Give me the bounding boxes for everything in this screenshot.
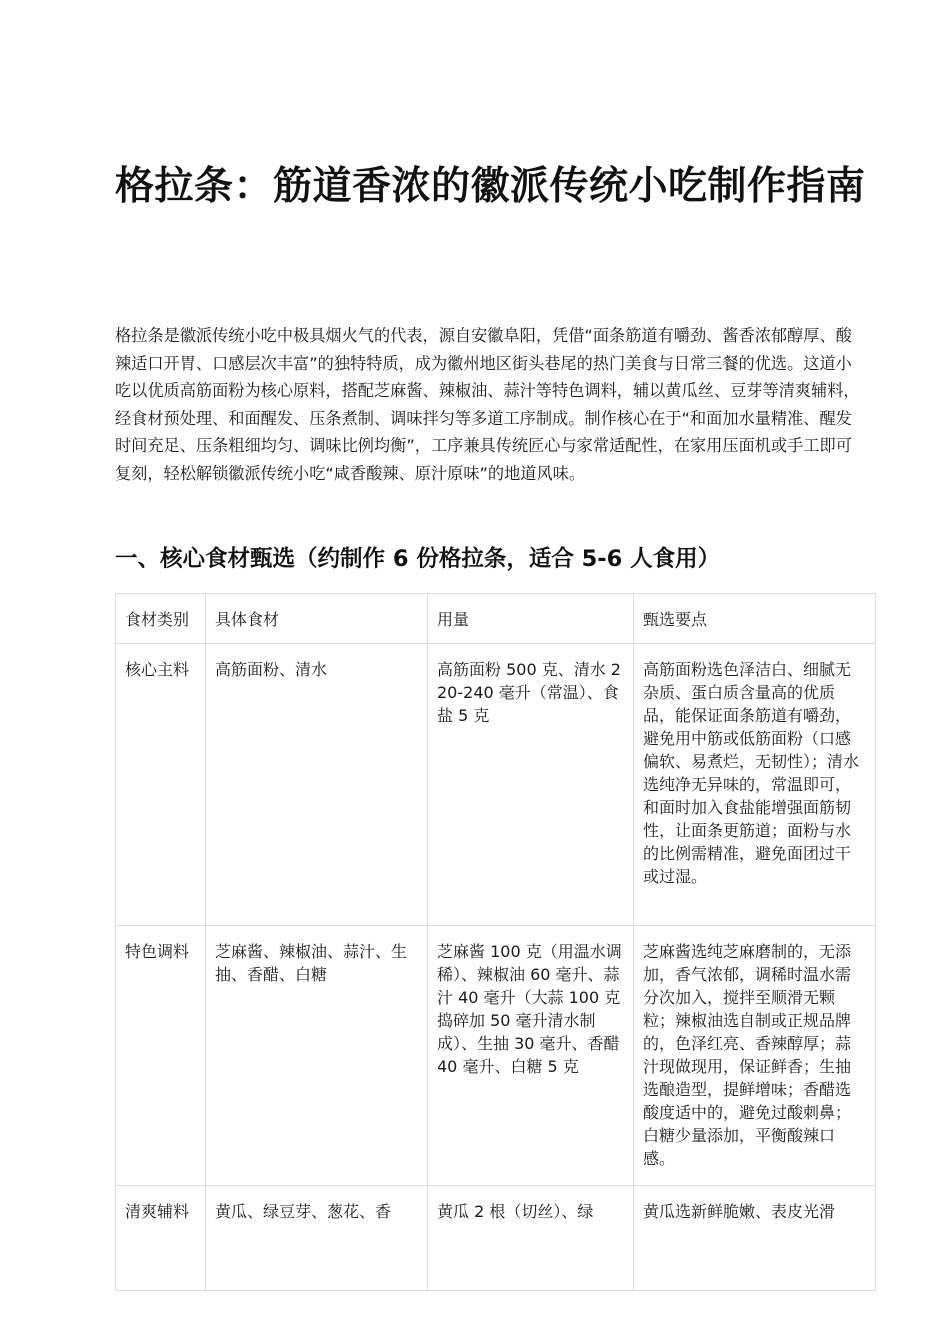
header-cell: 甄选要点 — [634, 594, 876, 644]
table-cell: 高筋面粉 500 克、清水 220-240 毫升（常温）、食盐 5 克 — [428, 644, 634, 926]
table-header-row — [116, 594, 876, 644]
header-cell: 具体食材 — [206, 594, 428, 644]
table-cell: 芝麻酱选纯芝麻磨制的，无添加，香气浓郁，调稀时温水需分次加入，搅拌至顺滑无颗粒；辣椒油选自制或正规品牌的，色泽红亮、香辣醇厚；蒜汁现做现用，保证鲜香；生抽选酿造型，提鲜增味；香醋选酸度适中的，避免过酸刺鼻；白糖少量添加，平衡酸辣口感。 — [634, 926, 876, 1186]
document-title: 格拉条：筋道香浓的徽派传统小吃制作指南 — [115, 164, 866, 209]
table-cell: 黄瓜 2 根（切丝）、绿 — [428, 1186, 634, 1291]
header-cell: 用量 — [428, 594, 634, 644]
table-cell: 核心主料 — [116, 644, 206, 926]
table-cell: 高筋面粉选色泽洁白、细腻无杂质、蛋白质含量高的优质品，能保证面条筋道有嚼劲，避免用中筋或低筋面粉（口感偏软、易煮烂，无韧性）；清水选纯净无异味的，常温即可，和面时加入食盐能增强面筋韧性，让面条更筋道；面粉与水的比例需精准，避免面团过干或过湿。 — [634, 644, 876, 926]
table-row — [116, 644, 876, 926]
header-cell: 食材类别 — [116, 594, 206, 644]
table-cell: 黄瓜、绿豆芽、葱花、香 — [206, 1186, 428, 1291]
ingredients-table — [115, 593, 876, 1291]
table-cell: 芝麻酱、辣椒油、蒜汁、生抽、香醋、白糖 — [206, 926, 428, 1186]
intro-paragraph: 格拉条是徽派传统小吃中极具烟火气的代表，源自安徽阜阳，凭借“面条筋道有嚼劲、酱香浓郁醇厚、酸辣适口开胃、口感层次丰富”的独特特质，成为徽州地区街头巷尾的热门美食与日常三餐的优选。这道小吃以优质高筋面粉为核心原料，搭配芝麻酱、辣椒油、蒜汁等特色调料，辅以黄瓜丝、豆芽等清爽辅料，经食材预处理、和面醒发、压条煮制、调味拌匀等多道工序制成。制作核心在于“和面加水量精准、醒发时间充足、压条粗细均匀、调味比例均衡”，工序兼具传统匠心与家常适配性，在家用压面机或手工即可复刻，轻松解锁徽派传统小吃“咸香酸辣、原汁原味”的地道风味。 — [115, 326, 860, 483]
table-row — [116, 926, 876, 1186]
table-cell: 特色调料 — [116, 926, 206, 1186]
table-cell: 芝麻酱 100 克（用温水调稀）、辣椒油 60 毫升、蒜汁 40 毫升（大蒜 100 克捣碎加 50 毫升清水制成）、生抽 30 毫升、香醋 40 毫升、白糖 5 克 — [428, 926, 634, 1186]
table-row — [116, 1186, 876, 1291]
section-heading-ingredients: 一、核心食材甄选（约制作 6 份格拉条，适合 5-6 人食用） — [115, 546, 721, 572]
table-cell: 高筋面粉、清水 — [206, 644, 428, 926]
table-cell: 黄瓜选新鲜脆嫩、表皮光滑 — [634, 1186, 876, 1291]
table-cell: 清爽辅料 — [116, 1186, 206, 1291]
